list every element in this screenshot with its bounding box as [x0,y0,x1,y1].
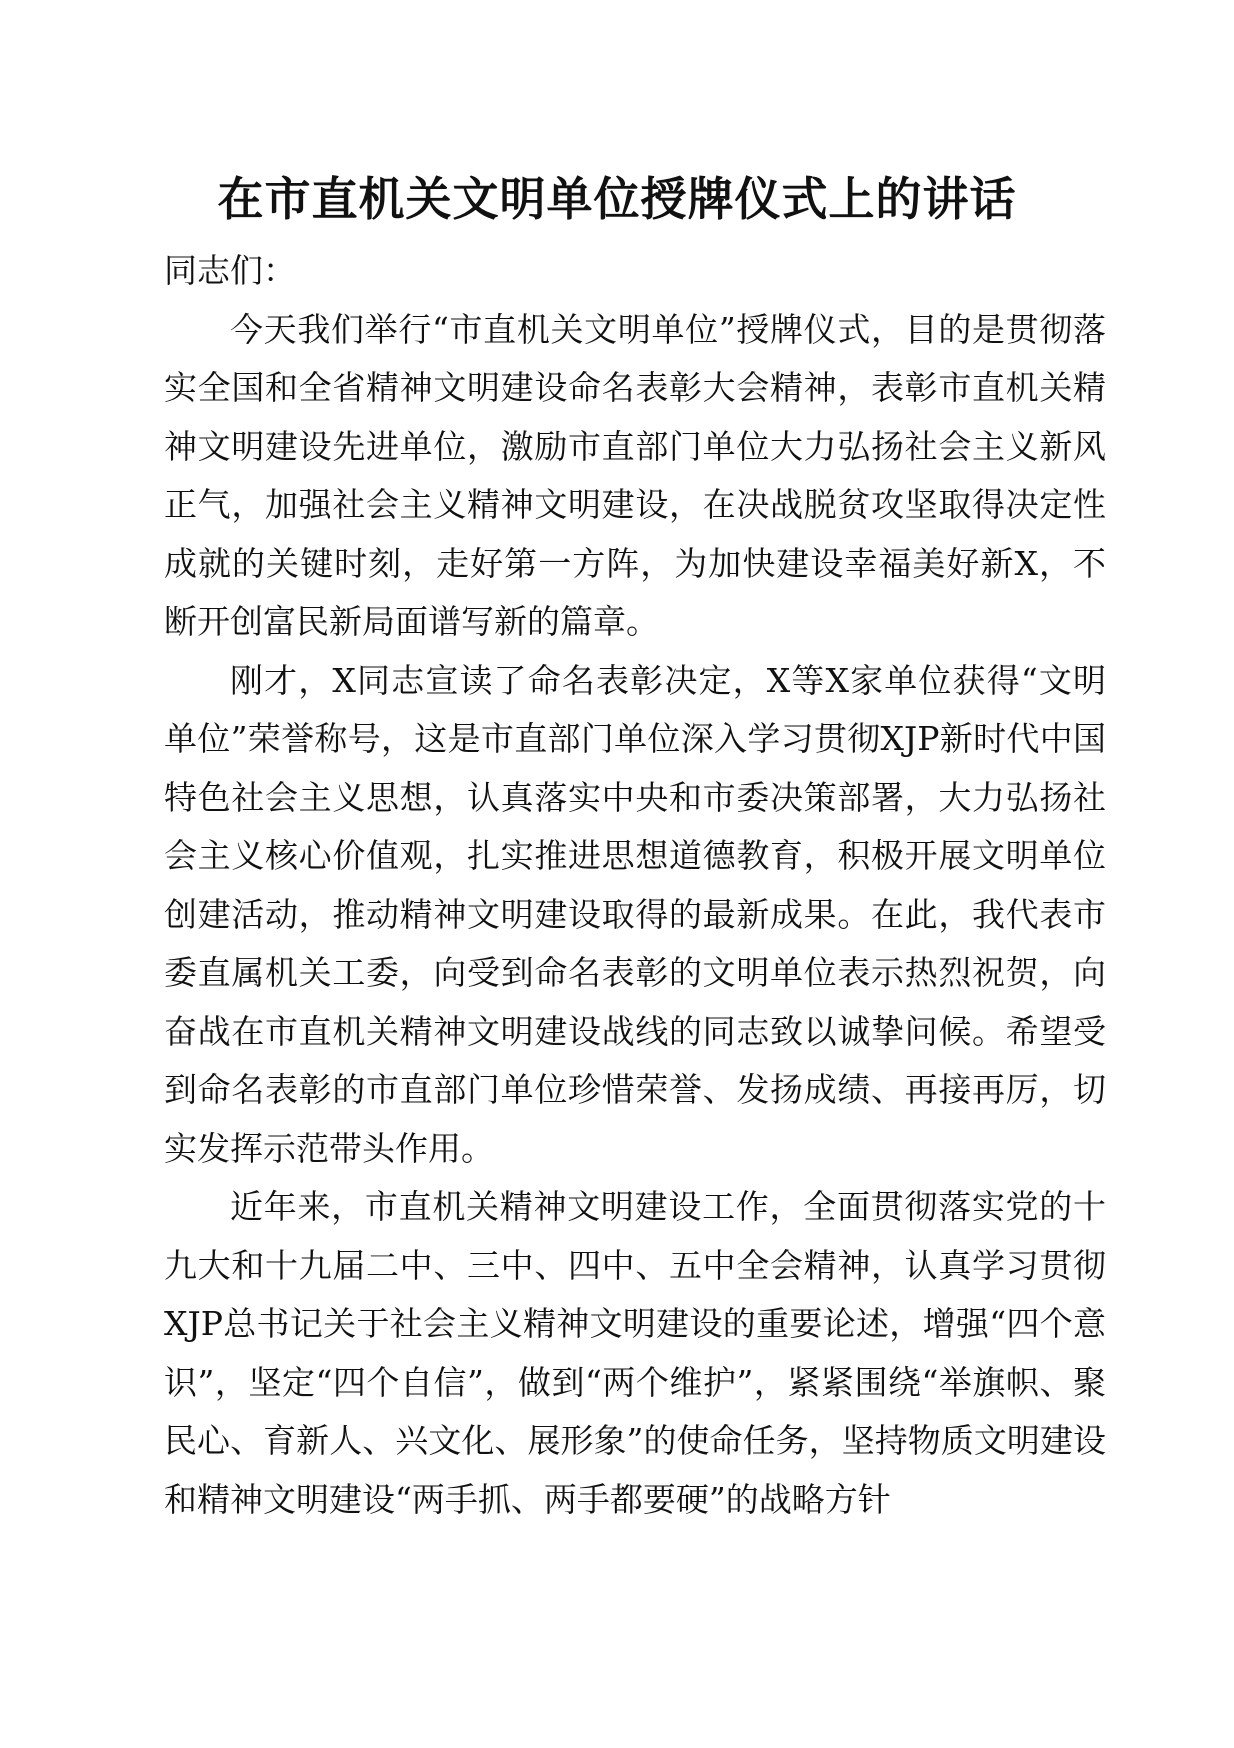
paragraph-2: 刚才，X同志宣读了命名表彰决定，X等X家单位获得“文明单位”荣誉称号，这是市直部门单位深入学习贯彻XJP新时代中国特色社会主义思想，认真落实中央和市委决策部署，大力弘扬社会主义核心价值观，扎实推进思想道德教育，积极开展文明单位创建活动，推动精神文明建设取得的最新成果。在此，我代表市委直属机关工委，向受到命名表彰的文明单位表示热烈祝贺，向奋战在市直机关精神文明建设战线的同志致以诚挚问候。希望受到命名表彰的市直部门单位珍惜荣誉、发扬成绩、再接再厉，切实发挥示范带头作用。 [164,660,1106,1168]
paragraph-1: 今天我们举行“市直机关文明单位”授牌仪式，目的是贯彻落实全国和全省精神文明建设命名表彰大会精神，表彰市直机关精神文明建设先进单位，激励市直部门单位大力弘扬社会主义新风正气，加强社会主义精神文明建设，在决战脱贫攻坚取得决定性成就的关键时刻，走好第一方阵，为加快建设幸福美好新X，不断开创富民新局面谱写新的篇章。 [164,309,1106,641]
document-title: 在市直机关文明单位授牌仪式上的讲话 [217,172,1017,226]
document-body [164,242,1106,1529]
paragraph-3: 近年来，市直机关精神文明建设工作，全面贯彻落实党的十九大和十九届二中、三中、四中、五中全会精神，认真学习贯彻XJP总书记关于社会主义精神文明建设的重要论述，增强“四个意识”，坚定“四个自信”，做到“两个维护”，紧紧围绕“举旗帜、聚民心、育新人、兴文化、展形象”的使命任务，坚持物质文明建设和精神文明建设“两手抓、两手都要硬”的战略方针 [164,1187,1106,1519]
salutation: 同志们： [164,251,296,290]
